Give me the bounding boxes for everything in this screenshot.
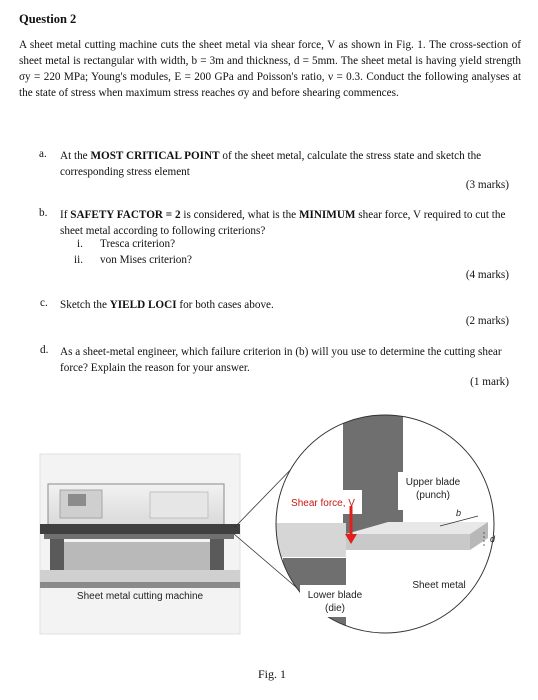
question-c-text (60, 297, 522, 313)
question-c-text-post: for both cases above. (176, 299, 274, 311)
question-d-text: As a sheet-metal engineer, which failure criterion in (b) will you use to determine the cutting shear force? Explain the reason for your answer. (60, 346, 502, 374)
question-d-marks: (1 mark) (470, 376, 509, 388)
dimension-b-label: b (456, 508, 462, 518)
subitem-ii-marker: ii. (74, 254, 84, 266)
subitem-ii-text: von Mises criterion? (100, 254, 192, 266)
shear-force-label: Shear force, V (291, 498, 355, 509)
figure-illustration (0, 410, 538, 660)
question-b-text-pre: If (60, 209, 71, 221)
lower-blade-label-2: (die) (324, 603, 346, 614)
question-c-text-pre: Sketch the (60, 299, 110, 311)
question-b-marks: (4 marks) (465, 269, 509, 281)
question-b-text-mid: is considered, what is the (180, 209, 299, 221)
figure-caption: Fig. 1 (258, 667, 287, 681)
subitem-i-text: Tresca criterion? (100, 238, 176, 250)
sheet-metal-label: Sheet metal (412, 580, 466, 591)
question-d-marker: d. (40, 344, 49, 356)
question-b-marker: b. (39, 207, 48, 219)
question-a-marker: a. (39, 148, 47, 160)
sheet-metal-front-face (346, 534, 470, 550)
upper-blade-label-1: Upper blade (405, 477, 461, 488)
question-c-marks: (2 marks) (465, 315, 509, 327)
machine-label: Sheet metal cutting machine (76, 591, 204, 602)
question-b-emphasis-1: SAFETY FACTOR = 2 (70, 209, 181, 221)
subitem-i-marker: i. (77, 238, 83, 250)
intro-paragraph: A sheet metal cutting machine cuts the sheet metal via shear force, V as shown in Fig. 1. The cross-section of sheet metal is rectangular with width, b = 3m and thickness, d = 5mm. The sheet metal is having yield strength σy = 220 MPa; Young's modules, E = 200 GPa and Poisson's ratio, ν = 0.3. Conduct the following analyses at the state of stress when maximum stress reaches σy and before shearing commences. (19, 39, 521, 99)
upper-blade-label-2: (punch) (416, 490, 450, 501)
question-heading: Question 2 (19, 12, 77, 26)
question-b-emphasis-2: MINIMUM (298, 209, 356, 221)
sheet-metal-left (266, 523, 346, 557)
figure-1 (0, 410, 538, 660)
question-b-text-post: shear force, V required to cut the sheet metal according to following criterions? (60, 209, 506, 237)
machine-image (40, 484, 240, 588)
lower-blade-label-1: Lower blade (307, 590, 363, 601)
dimension-d-label: d (490, 534, 496, 544)
question-a-marks: (3 marks) (465, 179, 509, 191)
question-b-text (60, 207, 522, 239)
question-a-text-post: of the sheet metal, calculate the stress state and sketch the corresponding stress element (60, 150, 482, 178)
question-a-emphasis: MOST CRITICAL POINT (90, 150, 220, 162)
question-c-marker: c. (40, 297, 48, 309)
question-a-text (60, 148, 522, 180)
question-c-emphasis: YIELD LOCI (109, 299, 177, 311)
question-a-text-pre: At the (60, 150, 91, 162)
